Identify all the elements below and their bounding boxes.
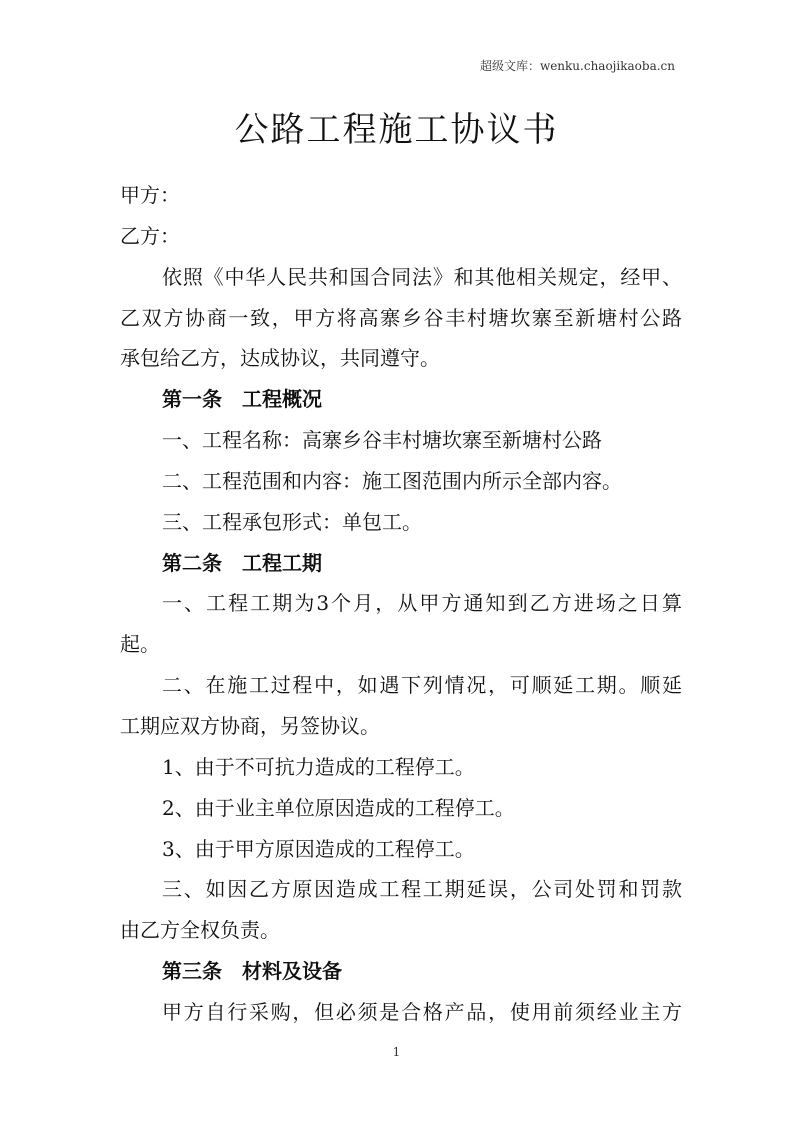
text-line: 由乙方全权负责。 [120,918,280,943]
document-title: 公路工程施工协议书 [234,110,559,150]
text-line: 三、如因乙方原因造成工程工期延误，公司处罚和罚款 [162,877,682,902]
section-heading: 第二条 工程工期 [162,550,322,575]
text-line: 起。 [120,632,160,657]
text-line: 1、由于不可抗力造成的工程停工。 [162,754,475,779]
text-line: 3、由于甲方原因造成的工程停工。 [162,836,475,861]
text-line: 一、工程名称：高寨乡谷丰村塘坎寨至新塘村公路 [162,428,602,453]
text-line: 三、工程承包形式：单包工。 [162,509,422,534]
text-line: 承包给乙方，达成协议，共同遵守。 [120,346,440,371]
text-line: 甲方： [120,183,180,207]
text-line: 一、工程工期为3个月，从甲方通知到乙方进场之日算 [162,591,682,616]
text-line: 2、由于业主单位原因造成的工程停工。 [162,795,515,820]
text-line: 二、在施工过程中，如遇下列情况，可顺延工期。顺延 [162,673,682,698]
text-line: 乙方： [120,223,180,248]
text-line: 乙双方协商一致，甲方将高寨乡谷丰村塘坎寨至新塘村公路 [120,305,682,330]
text-line: 工期应双方协商，另签协议。 [120,713,380,738]
text-line: 二、工程范围和内容：施工图范围内所示全部内容。 [162,468,622,493]
text-line: 甲方自行采购，但必须是合格产品，使用前须经业主方 [162,999,682,1024]
section-heading: 第一条 工程概况 [162,387,322,412]
page-header: 超级文库：wenku.chaojikaoba.cn [479,59,675,73]
text-line: 依照《中华人民共和国合同法》和其他相关规定，经甲、 [162,264,682,289]
page-number: 1 [392,1045,401,1059]
document-body [120,175,682,1033]
section-heading: 第三条 材料及设备 [162,959,342,984]
